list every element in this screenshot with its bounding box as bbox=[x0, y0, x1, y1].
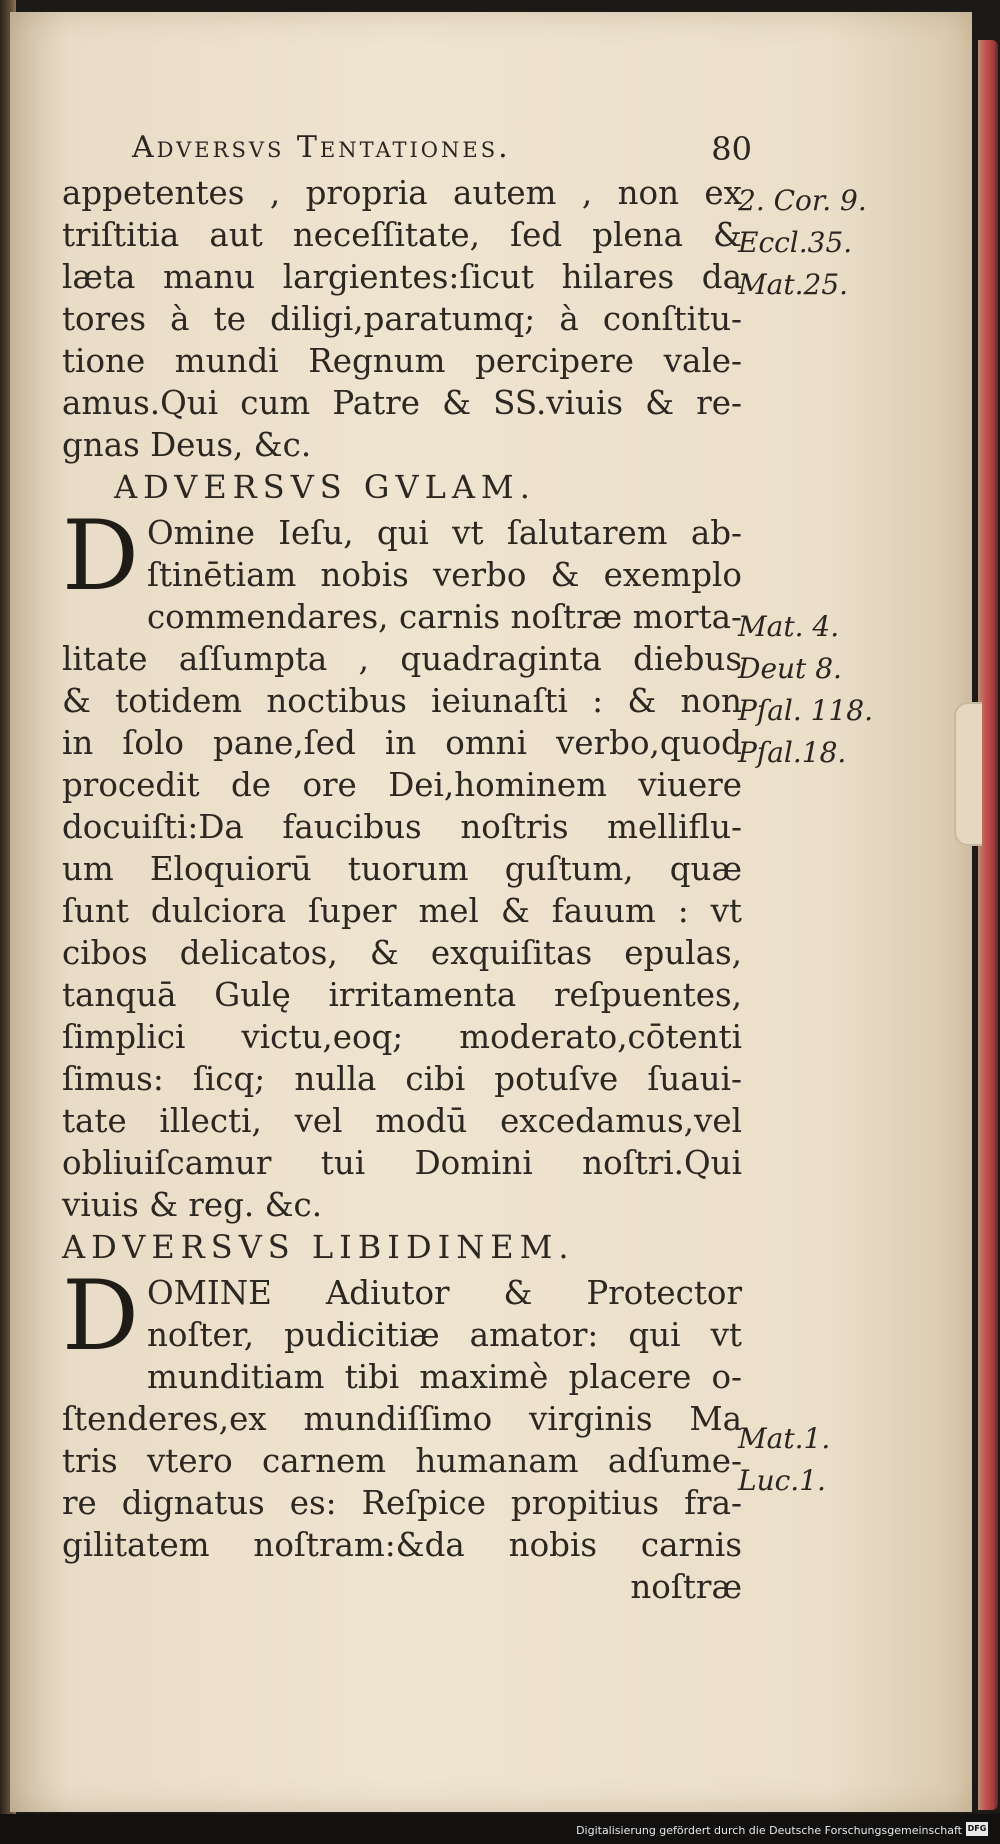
text-line: tione mundi Regnum percipere vale- bbox=[62, 342, 742, 380]
text-line: OMINE Adiutor & Protector bbox=[146, 1274, 742, 1312]
margin-note: Luc.1. bbox=[738, 1464, 826, 1497]
text-line: & totidem noctibus ieiunaſti : & non bbox=[62, 682, 742, 720]
margin-note: Deut 8. bbox=[738, 652, 842, 685]
page-header bbox=[132, 130, 752, 178]
drop-initial: D bbox=[62, 500, 139, 612]
margin-note: Mat. 4. bbox=[738, 610, 840, 643]
text-line: ſimus: ſicq; nulla cibi potuſve ſuaui- bbox=[62, 1060, 742, 1098]
margin-note: Pſal.18. bbox=[738, 736, 847, 769]
text-line: gnas Deus, &c. bbox=[62, 426, 312, 464]
text-line: um Eloquiorū tuorum guſtum, quæ bbox=[62, 850, 742, 888]
text-line: docuiſti:Da faucibus noſtris melliflu- bbox=[62, 808, 742, 846]
catchword: noſtræ bbox=[630, 1568, 742, 1606]
text-line: amus.Qui cum Patre & SS.viuis & re- bbox=[62, 384, 742, 422]
margin-note: Pſal. 118. bbox=[738, 694, 873, 727]
margin-note: 2. Cor. 9. bbox=[738, 184, 867, 217]
margin-note: Eccl.35. bbox=[738, 226, 853, 259]
text-line: Omine Ieſu, qui vt ſalutarem ab- bbox=[146, 514, 742, 552]
text-line: viuis & reg. &c. bbox=[62, 1186, 323, 1224]
book-page bbox=[10, 12, 972, 1812]
text-line: tate illecti, vel modū excedamus,vel bbox=[62, 1102, 742, 1140]
text-line: ſimplici victu,eoq; moderato,cōtenti bbox=[62, 1018, 742, 1056]
section-heading-libido: ADVERSVS LIBIDINEM. bbox=[62, 1228, 575, 1266]
section-gula bbox=[62, 500, 742, 1226]
text-line: ſunt dulciora ſuper mel & fauum : vt bbox=[62, 892, 742, 930]
text-line: ſtenderes,ex mundiſſimo virginis Ma bbox=[62, 1400, 742, 1438]
text-line: triſtitia aut neceſſitate, ſed plena & bbox=[62, 216, 742, 254]
text-line: litate aſſumpta , quadraginta diebus bbox=[62, 640, 742, 678]
text-block bbox=[62, 172, 742, 1608]
digitization-credit: Digitalisierung gefördert durch die Deutsche Forschungsgemeinschaft bbox=[576, 1824, 962, 1837]
section-heading-gula: ADVERSVS GVLAM. bbox=[114, 468, 536, 506]
text-line: noſter, pudicitiæ amator: qui vt bbox=[146, 1316, 742, 1354]
text-line: in ſolo pane,ſed in omni verbo,quod bbox=[62, 724, 742, 762]
margin-note: Mat.1. bbox=[738, 1422, 831, 1455]
text-line: obliuiſcamur tui Domini noſtri.Qui bbox=[62, 1144, 742, 1182]
page-number: 80 bbox=[711, 130, 752, 168]
text-line: læta manu largientes:ſicut hilares da bbox=[62, 258, 742, 296]
running-title: Adversvs Tentationes. bbox=[132, 130, 511, 165]
text-line: ſtinētiam nobis verbo & exemplo bbox=[146, 556, 742, 594]
dfg-logo: DFG bbox=[966, 1822, 988, 1836]
text-line: cibos delicatos, & exquiſitas epulas, bbox=[62, 934, 742, 972]
text-line: appetentes , propria autem , non ex bbox=[62, 174, 742, 212]
text-line: tris vtero carnem humanam adſume- bbox=[62, 1442, 742, 1480]
text-line: munditiam tibi maximè placere o- bbox=[146, 1358, 742, 1396]
text-line: procedit de ore Dei,hominem viuere bbox=[62, 766, 742, 804]
drop-initial: D bbox=[62, 1260, 139, 1372]
margin-note: Mat.25. bbox=[738, 268, 849, 301]
text-line: tores à te diligi,paratumq; à conſtitu- bbox=[62, 300, 742, 338]
text-line: tanquā Gulę irritamenta reſpuentes, bbox=[62, 976, 742, 1014]
section-libido bbox=[62, 1260, 742, 1608]
text-line: commendares, carnis noſtræ morta- bbox=[146, 598, 742, 636]
text-line: re dignatus es: Reſpice propitius fra- bbox=[62, 1484, 742, 1522]
text-line: gilitatem noſtram:&da nobis carnis bbox=[62, 1526, 742, 1564]
page-clip bbox=[954, 702, 982, 846]
page-fore-edge bbox=[978, 40, 998, 1810]
